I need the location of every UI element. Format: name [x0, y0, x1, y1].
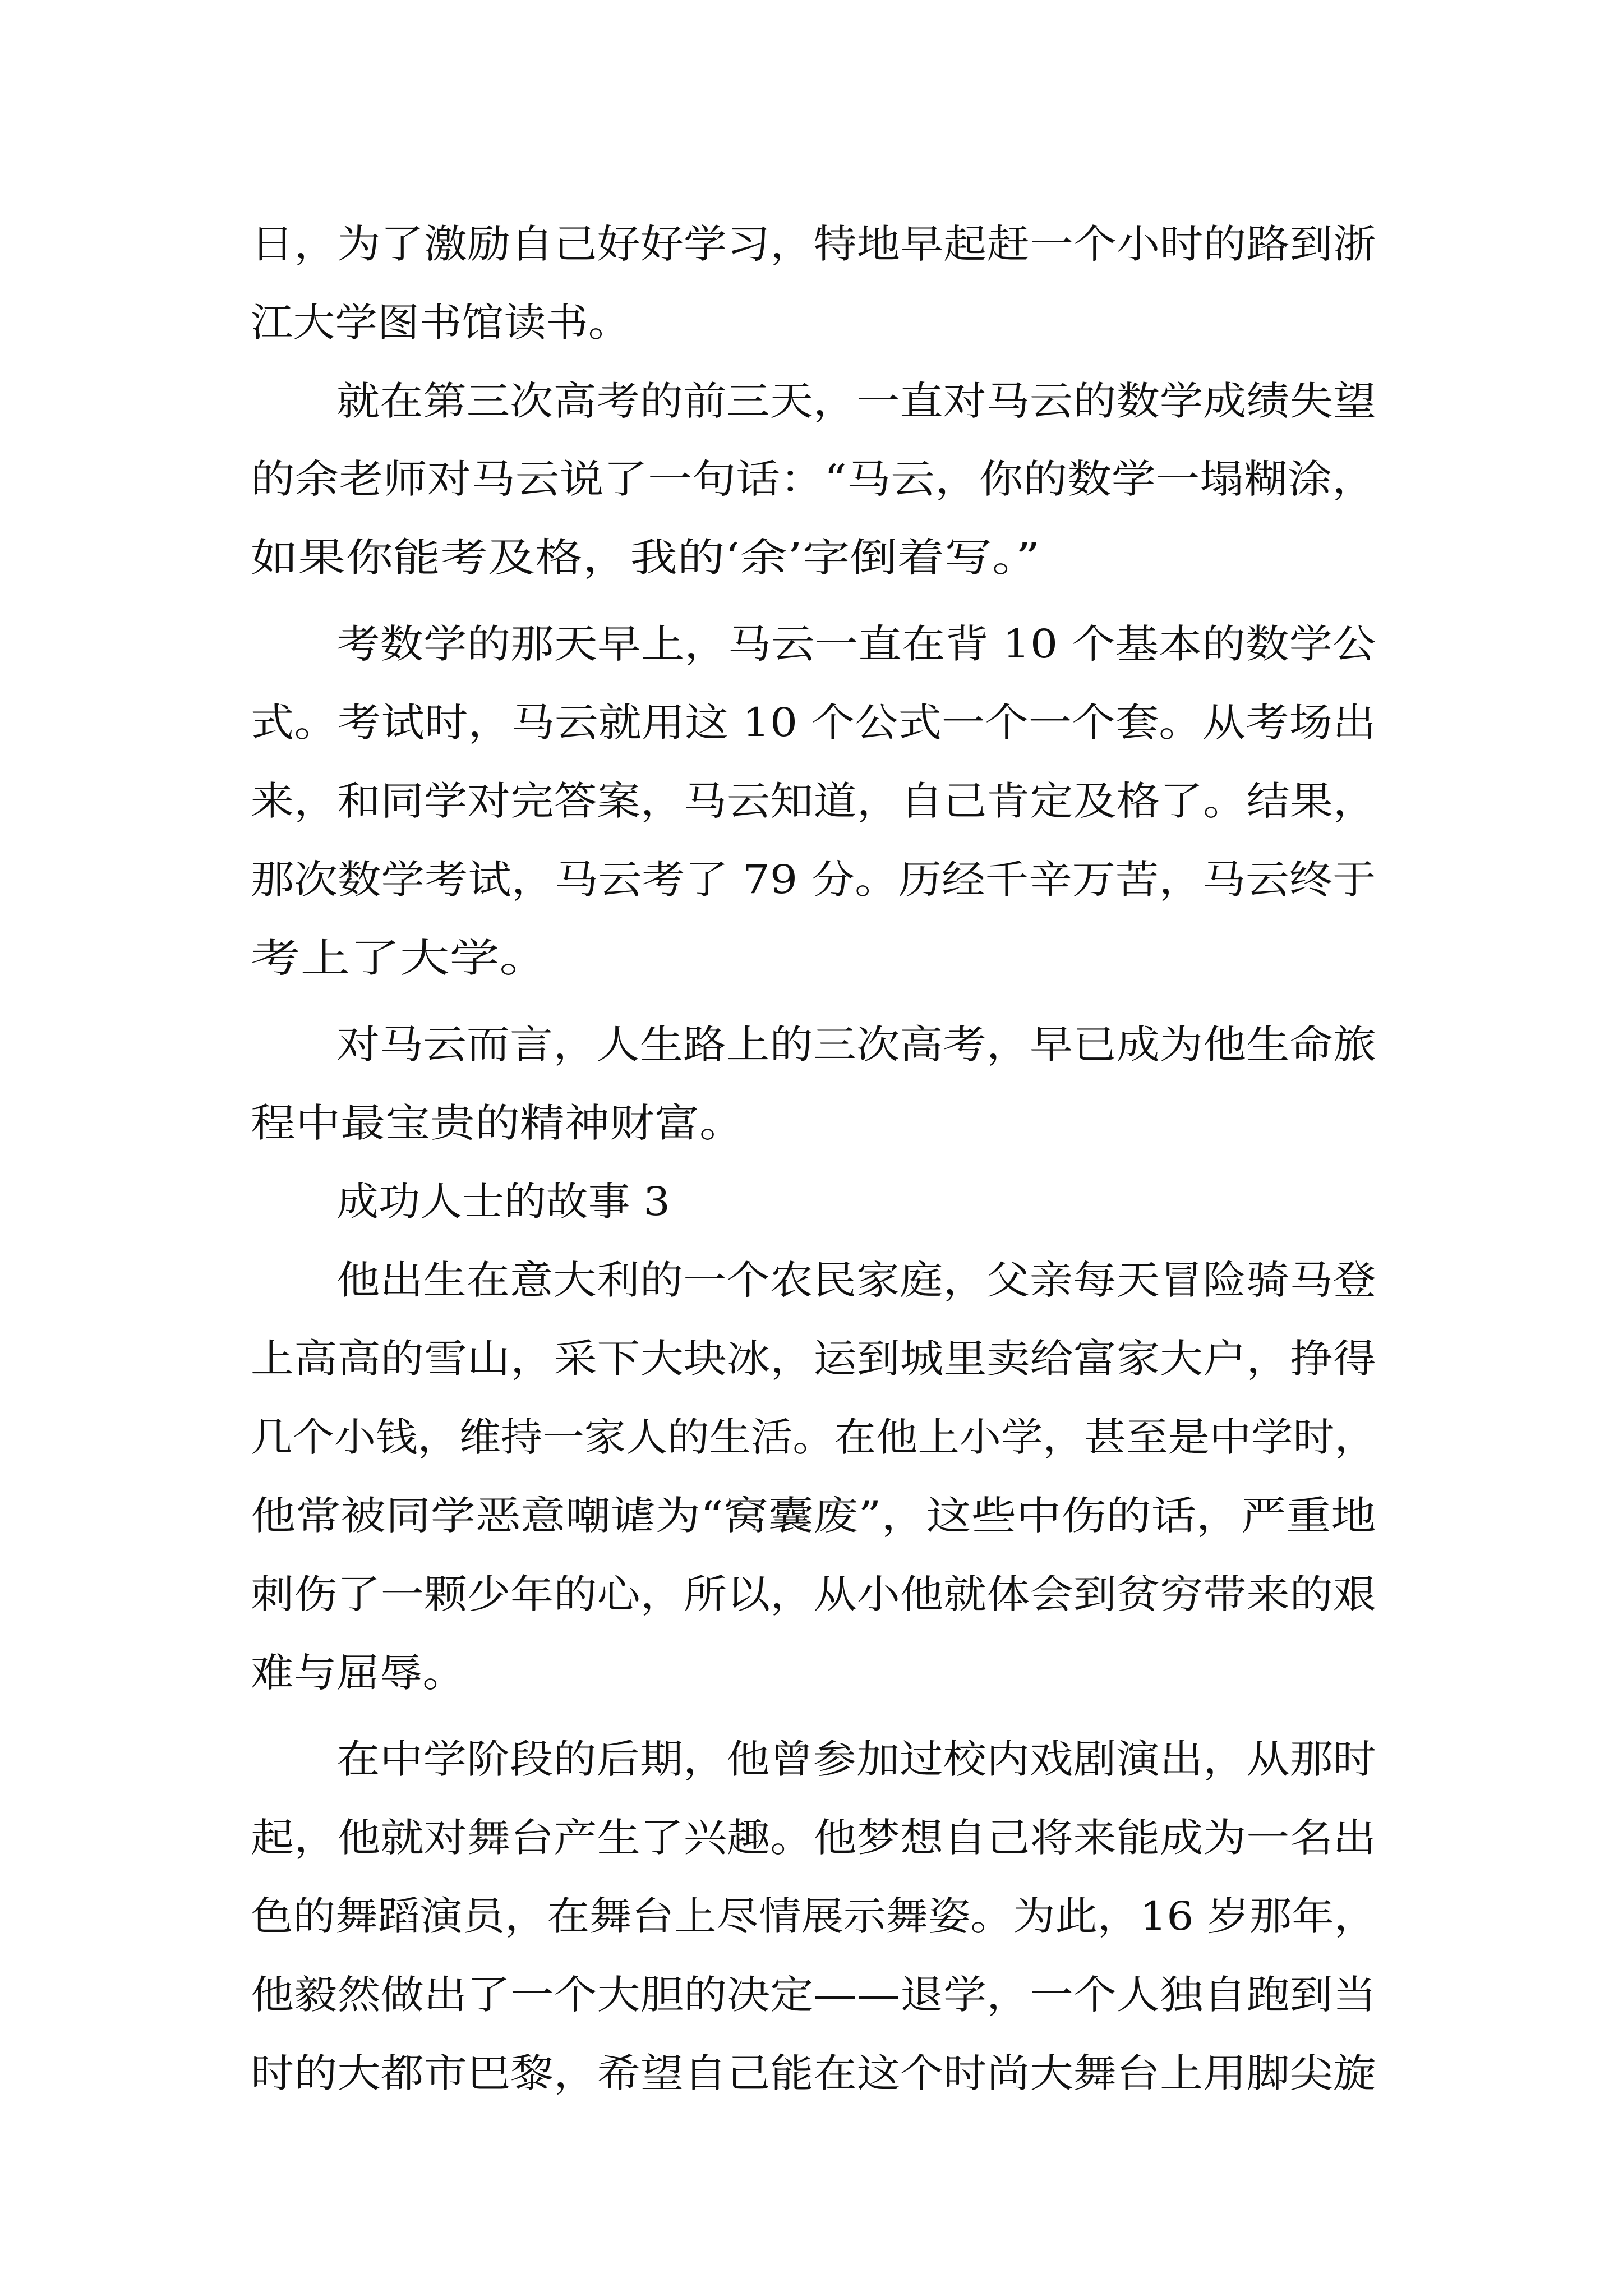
- text-line: 对马云而言，人生路上的三次高考，早已成为他生命旅: [336, 1022, 1376, 1068]
- text-line: 考数学的那天早上，马云一直在背 10 个基本的数学公: [336, 621, 1376, 667]
- text-line: 难与屈辱。: [251, 1650, 465, 1696]
- text-line: 江大学图书馆读书。: [251, 300, 630, 346]
- text-line: 程中最宝贵的精神财富。: [251, 1100, 744, 1146]
- text-line: 那次数学考试，马云考了 79 分。历经千辛万苦，马云终于: [251, 857, 1376, 903]
- text-line: 刺伤了一颗少年的心，所以，从小他就体会到贫穷带来的艰: [251, 1571, 1376, 1617]
- section-heading: 成功人士的故事 3: [336, 1179, 670, 1225]
- text-line: 他出生在意大利的一个农民家庭，父亲每天冒险骑马登: [336, 1257, 1376, 1303]
- text-line: 来，和同学对完答案，马云知道，自己肯定及格了。结果，: [251, 778, 1376, 824]
- text-line: 的余老师对马云说了一句话：“马云，你的数学一塌糊涂，: [251, 456, 1376, 502]
- text-line: 上高高的雪山，采下大块冰，运到城里卖给富家大户，挣得: [251, 1336, 1376, 1382]
- text-line: 就在第三次高考的前三天，一直对马云的数学成绩失望: [336, 378, 1376, 424]
- text-line: 式。考试时，马云就用这 10 个公式一个一个套。从考场出: [251, 700, 1376, 746]
- text-line: 起，他就对舞台产生了兴趣。他梦想自己将来能成为一名出: [251, 1815, 1376, 1861]
- text-line: 他毅然做出了一个大胆的决定——退学，一个人独自跑到当: [251, 1972, 1376, 2018]
- text-line: 考上了大学。: [251, 935, 549, 981]
- text-line: 几个小钱，维持一家人的生活。在他上小学，甚至是中学时，: [251, 1414, 1376, 1460]
- text-line: 色的舞蹈演员，在舞台上尽情展示舞姿。为此，16 岁那年，: [251, 1893, 1377, 1939]
- text-line: 时的大都市巴黎，希望自己能在这个时尚大舞台上用脚尖旋: [251, 2050, 1376, 2096]
- text-line: 如果你能考及格，我的‘余’字倒着写。”: [251, 535, 1040, 581]
- text-line: 他常被同学恶意嘲谑为“窝囊废”，这些中伤的话，严重地: [251, 1493, 1376, 1539]
- text-line: 在中学阶段的后期，他曾参加过校内戏剧演出，从那时: [336, 1736, 1376, 1782]
- text-line: 日，为了激励自己好好学习，特地早起赶一个小时的路到浙: [251, 221, 1376, 267]
